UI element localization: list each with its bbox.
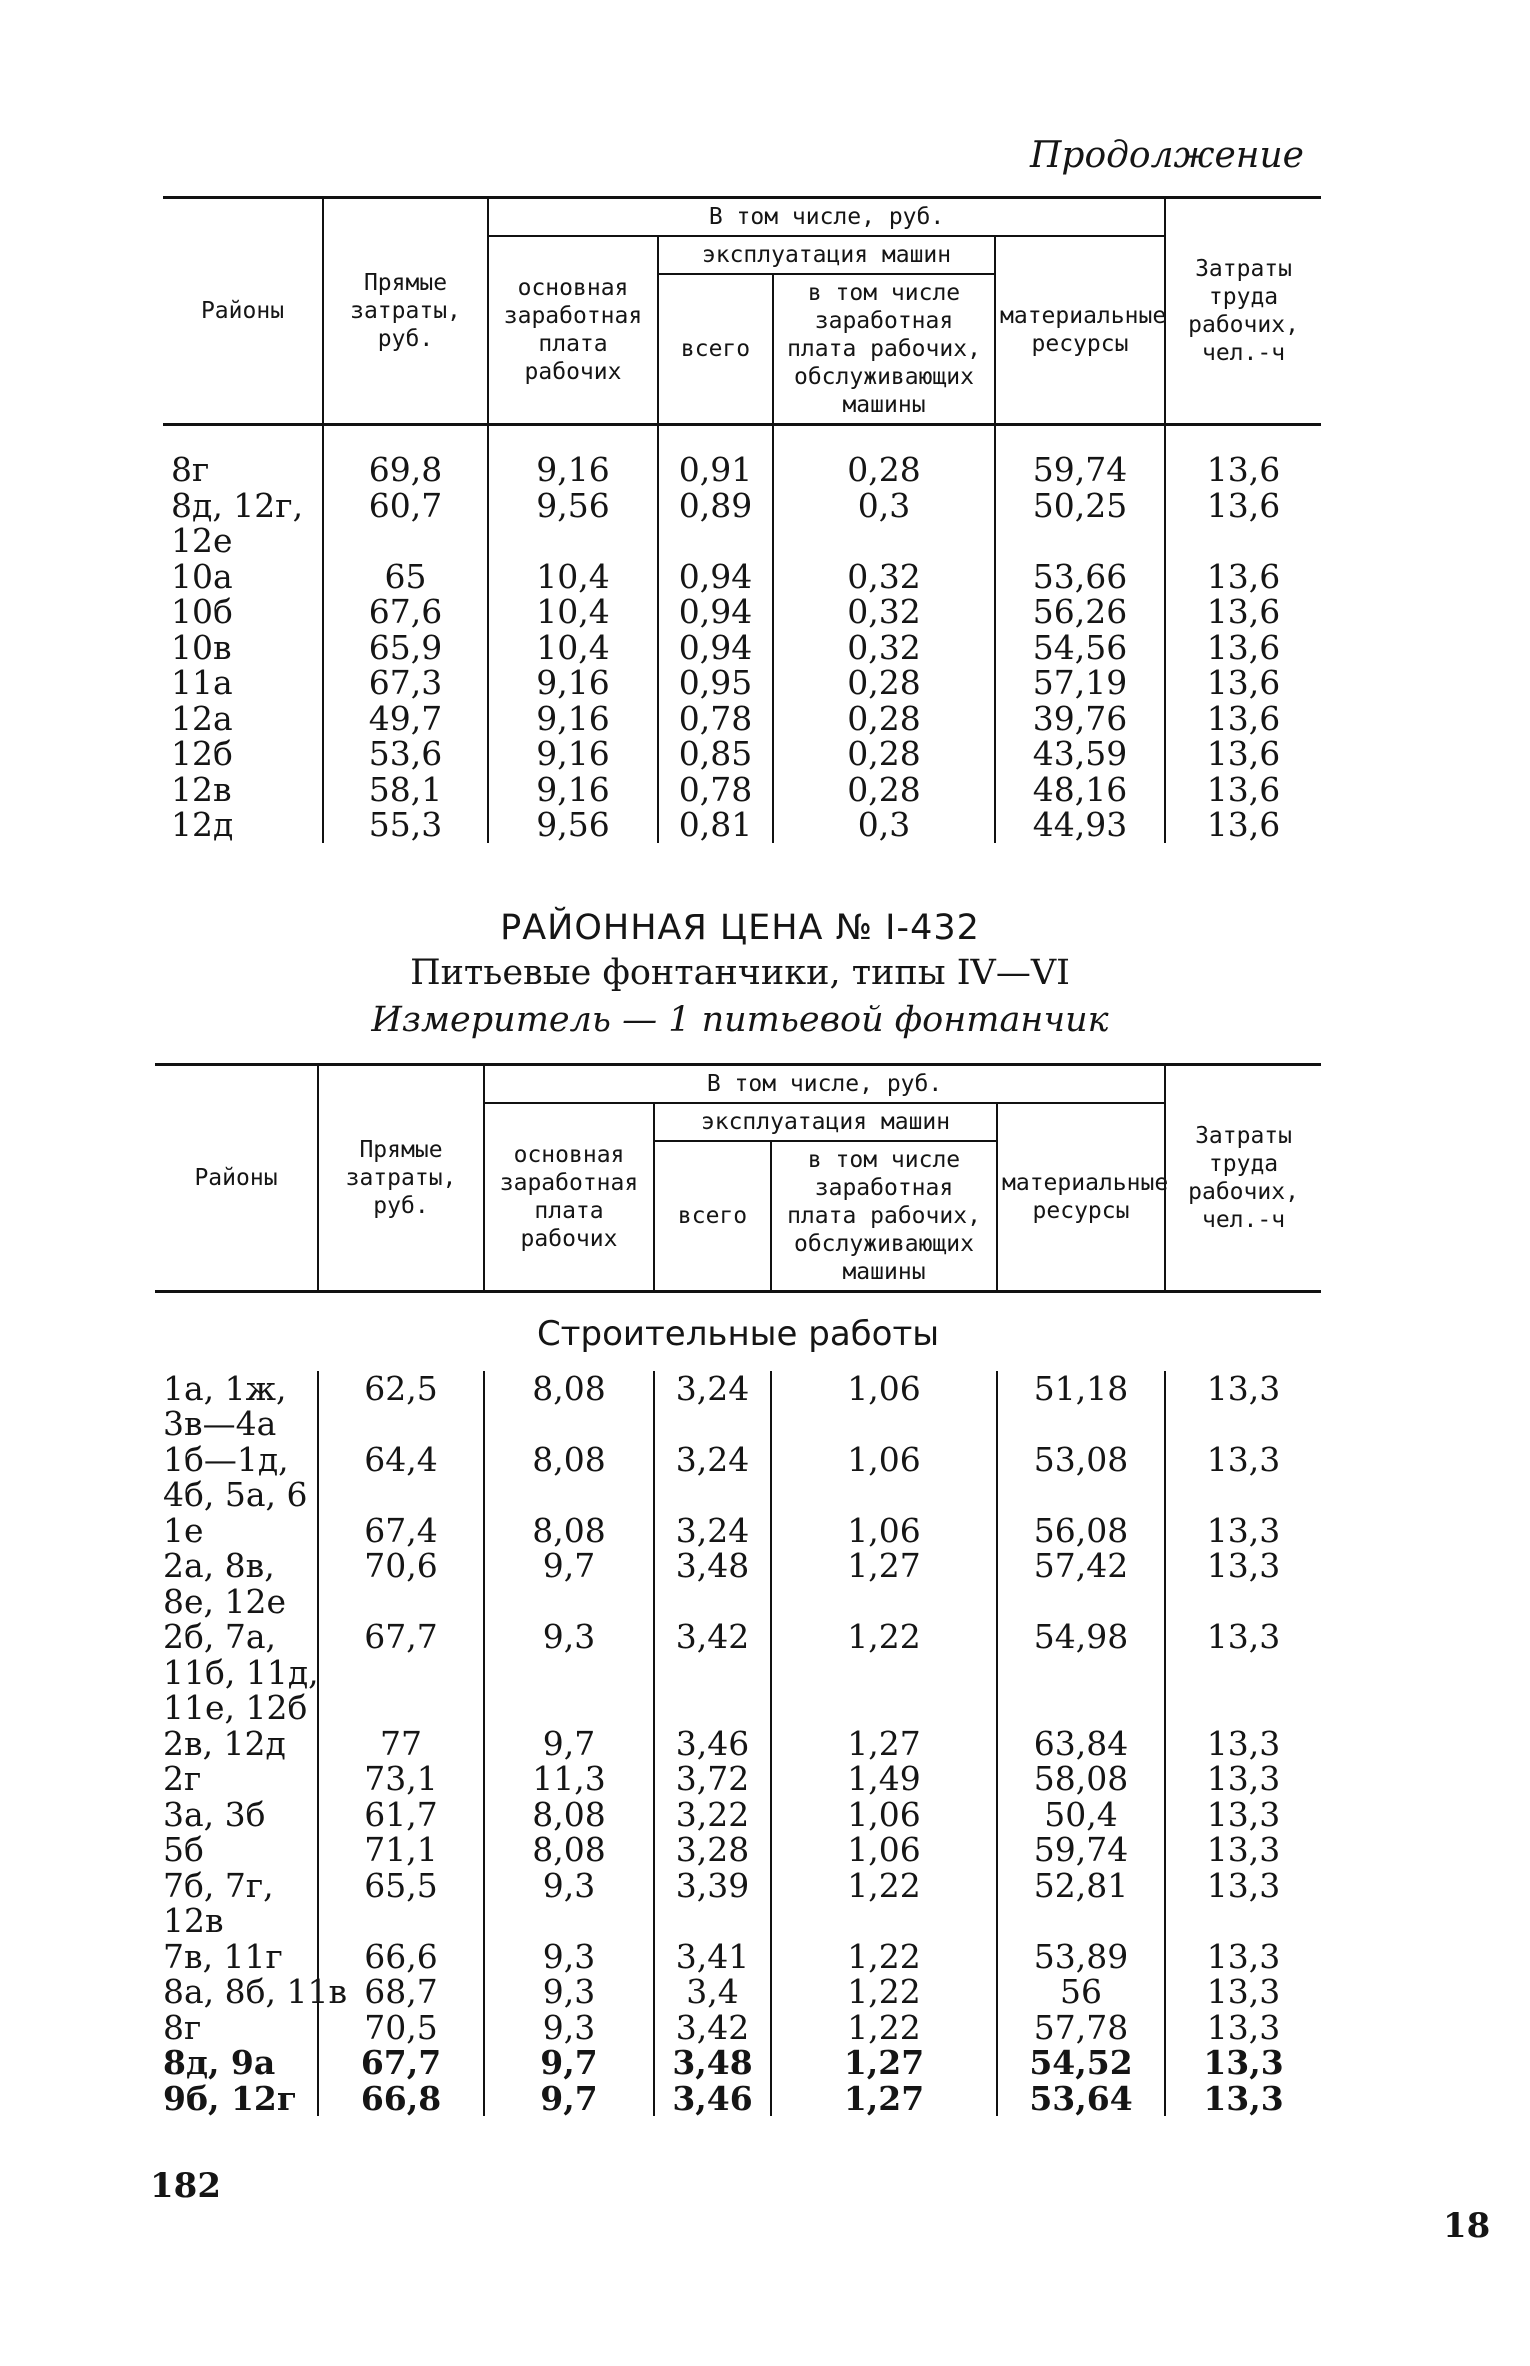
district-cell: 1б—1д, 4б, 5а, 6 — [163, 1439, 308, 1514]
value-cell: 13,3 — [1165, 1371, 1321, 1442]
value-cell: 70,5 — [318, 2010, 484, 2046]
value-cell: 3,4 — [654, 1974, 771, 2010]
value-cell: 51,18 — [997, 1371, 1165, 1442]
table-row — [155, 1371, 1321, 1442]
value-cell: 1,27 — [771, 2081, 997, 2117]
price-table-2 — [155, 1063, 1321, 2116]
value-cell: 1,22 — [771, 1974, 997, 2010]
district-cell: 12в — [171, 769, 232, 809]
district-cell: 1а, 1ж, 3в—4а — [163, 1368, 287, 1443]
value-cell: 9,3 — [484, 1974, 654, 2010]
value-cell: 63,84 — [997, 1726, 1165, 1762]
value-cell: 77 — [318, 1726, 484, 1762]
header-direct-costs: Прямые затраты, руб. — [323, 198, 488, 425]
value-cell: 65,9 — [323, 630, 488, 666]
value-cell: 0,81 — [658, 807, 773, 843]
value-cell: 13,3 — [1165, 1442, 1321, 1513]
value-cell: 13,3 — [1165, 1868, 1321, 1939]
value-cell: 13,6 — [1165, 594, 1321, 630]
value-cell: 9,56 — [488, 807, 658, 843]
district-cell: 8г — [171, 450, 210, 489]
value-cell: 13,6 — [1165, 488, 1321, 559]
value-cell: 50,4 — [997, 1797, 1165, 1833]
value-cell: 0,32 — [773, 559, 995, 595]
value-cell: 1,06 — [771, 1371, 997, 1442]
value-cell: 43,59 — [995, 736, 1165, 772]
price-table-1 — [163, 196, 1321, 843]
value-cell: 62,5 — [318, 1371, 484, 1442]
value-cell: 67,3 — [323, 665, 488, 701]
value-cell: 65 — [323, 559, 488, 595]
value-cell: 13,3 — [1165, 1513, 1321, 1549]
table-row — [155, 2081, 1321, 2117]
header-districts: Районы — [194, 1165, 278, 1191]
value-cell: 1,49 — [771, 1761, 997, 1797]
value-cell: 54,52 — [997, 2045, 1165, 2081]
value-cell: 70,6 — [318, 1548, 484, 1619]
value-cell: 73,1 — [318, 1761, 484, 1797]
value-cell: 55,3 — [323, 807, 488, 843]
value-cell: 1,22 — [771, 2010, 997, 2046]
value-cell: 3,24 — [654, 1371, 771, 1442]
district-cell: 12б — [171, 734, 233, 773]
value-cell: 56,26 — [995, 594, 1165, 630]
value-cell: 68,7 — [318, 1974, 484, 2010]
value-cell: 9,3 — [484, 1939, 654, 1975]
value-cell: 3,42 — [654, 2010, 771, 2046]
value-cell: 13,6 — [1165, 665, 1321, 701]
value-cell: 69,8 — [323, 452, 488, 488]
value-cell: 13,3 — [1165, 1939, 1321, 1975]
table-row — [163, 701, 1321, 737]
header-base-wages: основная заработная плата рабочих — [484, 1103, 654, 1292]
value-cell: 1,27 — [771, 1548, 997, 1619]
value-cell: 53,6 — [323, 736, 488, 772]
district-cell: 1е — [163, 1510, 204, 1550]
table-row — [155, 1939, 1321, 1975]
table-row — [163, 807, 1321, 843]
district-cell: 8д, 12г, 12е — [171, 485, 304, 560]
header-including: В том числе, руб. — [484, 1065, 1165, 1104]
value-cell: 3,72 — [654, 1761, 771, 1797]
value-cell: 9,7 — [484, 1726, 654, 1762]
district-cell: 2а, 8в, 8е, 12е — [163, 1546, 287, 1621]
value-cell: 3,46 — [654, 2081, 771, 2117]
header-labor: Затраты труда рабочих, чел.-ч — [1165, 1065, 1321, 1292]
value-cell: 13,6 — [1165, 772, 1321, 808]
value-cell: 3,39 — [654, 1868, 771, 1939]
value-cell: 53,64 — [997, 2081, 1165, 2117]
value-cell: 3,41 — [654, 1939, 771, 1975]
table-row — [155, 1868, 1321, 1939]
value-cell: 66,6 — [318, 1939, 484, 1975]
price-unit: Измеритель — 1 питьевой фонтанчик — [371, 1000, 1109, 1040]
table-row — [155, 2010, 1321, 2046]
table-row — [155, 1513, 1321, 1549]
value-cell: 50,25 — [995, 488, 1165, 559]
value-cell: 49,7 — [323, 701, 488, 737]
district-cell: 3а, 3б — [163, 1794, 266, 1834]
value-cell: 13,6 — [1165, 701, 1321, 737]
value-cell: 58,08 — [997, 1761, 1165, 1797]
district-cell: 8г — [163, 2007, 202, 2047]
value-cell: 13,3 — [1165, 1761, 1321, 1797]
header-materials: материальные ресурсы — [995, 236, 1165, 425]
value-cell: 3,48 — [654, 1548, 771, 1619]
value-cell: 13,3 — [1165, 1797, 1321, 1833]
value-cell: 13,3 — [1165, 2081, 1321, 2117]
value-cell: 1,22 — [771, 1619, 997, 1726]
district-cell: 11а — [171, 663, 233, 702]
value-cell: 57,19 — [995, 665, 1165, 701]
value-cell: 53,89 — [997, 1939, 1165, 1975]
value-cell: 1,06 — [771, 1832, 997, 1868]
page-number-left: 182 — [150, 2166, 221, 2206]
table1-body — [163, 425, 1321, 843]
table2-header — [155, 1065, 1321, 1292]
header-total: всего — [658, 274, 773, 425]
value-cell: 10,4 — [488, 630, 658, 666]
value-cell: 0,85 — [658, 736, 773, 772]
value-cell: 57,42 — [997, 1548, 1165, 1619]
value-cell: 60,7 — [323, 488, 488, 559]
district-cell: 5б — [163, 1830, 204, 1869]
value-cell: 66,8 — [318, 2081, 484, 2117]
section-label: Строительные работы — [536, 1314, 940, 1354]
value-cell: 0,94 — [658, 630, 773, 666]
table-row — [155, 1797, 1321, 1833]
table-row — [155, 1726, 1321, 1762]
value-cell: 67,7 — [318, 1619, 484, 1726]
value-cell: 56 — [997, 1974, 1165, 2010]
value-cell: 3,24 — [654, 1513, 771, 1549]
value-cell: 1,06 — [771, 1513, 997, 1549]
value-cell: 10,4 — [488, 594, 658, 630]
table-row — [155, 1832, 1321, 1868]
table-row — [155, 1548, 1321, 1619]
value-cell: 13,6 — [1165, 807, 1321, 843]
value-cell: 8,08 — [484, 1442, 654, 1513]
value-cell: 57,78 — [997, 2010, 1165, 2046]
district-cell: 9б, 12г — [163, 2078, 298, 2118]
value-cell: 13,3 — [1165, 1726, 1321, 1762]
value-cell: 9,3 — [484, 2010, 654, 2046]
district-cell: 12а — [171, 698, 233, 738]
table-row — [163, 488, 1321, 559]
value-cell: 0,28 — [773, 665, 995, 701]
value-cell: 13,3 — [1165, 2010, 1321, 2046]
value-cell: 64,4 — [318, 1442, 484, 1513]
table-row — [155, 1761, 1321, 1797]
district-cell: 10б — [171, 592, 233, 631]
value-cell: 1,22 — [771, 1939, 997, 1975]
district-cell: 10в — [171, 627, 232, 667]
district-cell: 2в, 12д — [163, 1723, 286, 1763]
value-cell: 13,3 — [1165, 1548, 1321, 1619]
value-cell: 13,6 — [1165, 630, 1321, 666]
value-cell: 67,6 — [323, 594, 488, 630]
value-cell: 9,7 — [484, 2081, 654, 2117]
value-cell: 9,16 — [488, 772, 658, 808]
value-cell: 1,06 — [771, 1797, 997, 1833]
value-cell: 0,89 — [658, 488, 773, 559]
value-cell: 8,08 — [484, 1371, 654, 1442]
header-including: В том числе, руб. — [488, 198, 1165, 237]
value-cell: 53,08 — [997, 1442, 1165, 1513]
value-cell: 54,56 — [995, 630, 1165, 666]
value-cell: 54,98 — [997, 1619, 1165, 1726]
district-cell: 2г — [163, 1759, 202, 1798]
value-cell: 65,5 — [318, 1868, 484, 1939]
table-row — [155, 1442, 1321, 1513]
value-cell: 0,3 — [773, 807, 995, 843]
value-cell: 9,16 — [488, 665, 658, 701]
value-cell: 0,78 — [658, 701, 773, 737]
value-cell: 59,74 — [995, 452, 1165, 488]
value-cell: 13,6 — [1165, 452, 1321, 488]
district-cell: 12д — [171, 805, 234, 844]
table-row — [163, 559, 1321, 595]
value-cell: 3,22 — [654, 1797, 771, 1833]
value-cell: 3,24 — [654, 1442, 771, 1513]
table-row — [155, 1619, 1321, 1726]
district-cell: 8д, 9а — [163, 2043, 276, 2082]
value-cell: 67,4 — [318, 1513, 484, 1549]
table-row — [163, 665, 1321, 701]
value-cell: 10,4 — [488, 559, 658, 595]
value-cell: 0,28 — [773, 452, 995, 488]
value-cell: 11,3 — [484, 1761, 654, 1797]
value-cell: 9,16 — [488, 701, 658, 737]
value-cell: 0,32 — [773, 630, 995, 666]
table-row — [163, 452, 1321, 488]
header-including-wages: в том числе заработная плата рабочих, обслуживающих машины — [773, 274, 995, 425]
value-cell: 8,08 — [484, 1832, 654, 1868]
value-cell: 0,91 — [658, 452, 773, 488]
value-cell: 1,22 — [771, 1868, 997, 1939]
value-cell: 56,08 — [997, 1513, 1165, 1549]
header-direct-costs: Прямые затраты, руб. — [318, 1065, 484, 1292]
value-cell: 3,28 — [654, 1832, 771, 1868]
header-base-wages: основная заработная плата рабочих — [488, 236, 658, 425]
value-cell: 53,66 — [995, 559, 1165, 595]
value-cell: 0,32 — [773, 594, 995, 630]
value-cell: 0,3 — [773, 488, 995, 559]
value-cell: 71,1 — [318, 1832, 484, 1868]
table-row — [163, 594, 1321, 630]
value-cell: 13,6 — [1165, 559, 1321, 595]
header-total: всего — [654, 1141, 771, 1292]
value-cell: 9,3 — [484, 1619, 654, 1726]
value-cell: 0,78 — [658, 772, 773, 808]
value-cell: 1,06 — [771, 1442, 997, 1513]
district-cell: 2б, 7а, 11б, 11д, 11е, 12б — [163, 1617, 319, 1727]
table-row — [163, 736, 1321, 772]
table-row — [163, 630, 1321, 666]
value-cell: 48,16 — [995, 772, 1165, 808]
table-row — [163, 772, 1321, 808]
table-row — [155, 1974, 1321, 2010]
value-cell: 3,42 — [654, 1619, 771, 1726]
district-cell: 10а — [171, 556, 233, 596]
value-cell: 9,7 — [484, 1548, 654, 1619]
value-cell: 59,74 — [997, 1832, 1165, 1868]
value-cell: 9,56 — [488, 488, 658, 559]
value-cell: 1,27 — [771, 2045, 997, 2081]
value-cell: 61,7 — [318, 1797, 484, 1833]
value-cell: 39,76 — [995, 701, 1165, 737]
value-cell: 3,48 — [654, 2045, 771, 2081]
value-cell: 1,27 — [771, 1726, 997, 1762]
value-cell: 0,28 — [773, 701, 995, 737]
table2-body — [155, 1292, 1321, 2117]
value-cell: 0,28 — [773, 736, 995, 772]
district-cell: 8а, 8б, 11в — [163, 1972, 348, 2011]
value-cell: 58,1 — [323, 772, 488, 808]
price-subtitle: Питьевые фонтанчики, типы IV—VI — [410, 953, 1070, 993]
value-cell: 9,16 — [488, 452, 658, 488]
value-cell: 0,94 — [658, 559, 773, 595]
value-cell: 13,3 — [1165, 1974, 1321, 2010]
header-machine-operation: эксплуатация машин — [654, 1103, 997, 1141]
value-cell: 0,95 — [658, 665, 773, 701]
value-cell: 0,28 — [773, 772, 995, 808]
price-title: РАЙОННАЯ ЦЕНА № I-432 — [500, 908, 980, 948]
value-cell: 13,6 — [1165, 736, 1321, 772]
value-cell: 8,08 — [484, 1797, 654, 1833]
header-including-wages: в том числе заработная плата рабочих, обслуживающих машины — [771, 1141, 997, 1292]
table-row — [155, 2045, 1321, 2081]
value-cell: 13,3 — [1165, 2045, 1321, 2081]
value-cell: 9,16 — [488, 736, 658, 772]
page-number-right: 18 — [1443, 2206, 1491, 2246]
header-machine-operation: эксплуатация машин — [658, 236, 995, 274]
table1-header — [163, 198, 1321, 425]
value-cell: 0,94 — [658, 594, 773, 630]
header-districts: Районы — [200, 298, 285, 324]
header-labor: Затраты труда рабочих, чел.-ч — [1165, 198, 1321, 425]
value-cell: 13,3 — [1165, 1832, 1321, 1868]
continued-label: Продолжение — [1030, 135, 1304, 176]
value-cell: 67,7 — [318, 2045, 484, 2081]
value-cell: 3,46 — [654, 1726, 771, 1762]
value-cell: 13,3 — [1165, 1619, 1321, 1726]
value-cell: 9,7 — [484, 2045, 654, 2081]
header-materials: материальные ресурсы — [997, 1103, 1165, 1292]
value-cell: 44,93 — [995, 807, 1165, 843]
district-cell: 7в, 11г — [163, 1936, 283, 1976]
district-cell: 7б, 7г, 12в — [163, 1865, 274, 1940]
value-cell: 8,08 — [484, 1513, 654, 1549]
value-cell: 52,81 — [997, 1868, 1165, 1939]
value-cell: 9,3 — [484, 1868, 654, 1939]
